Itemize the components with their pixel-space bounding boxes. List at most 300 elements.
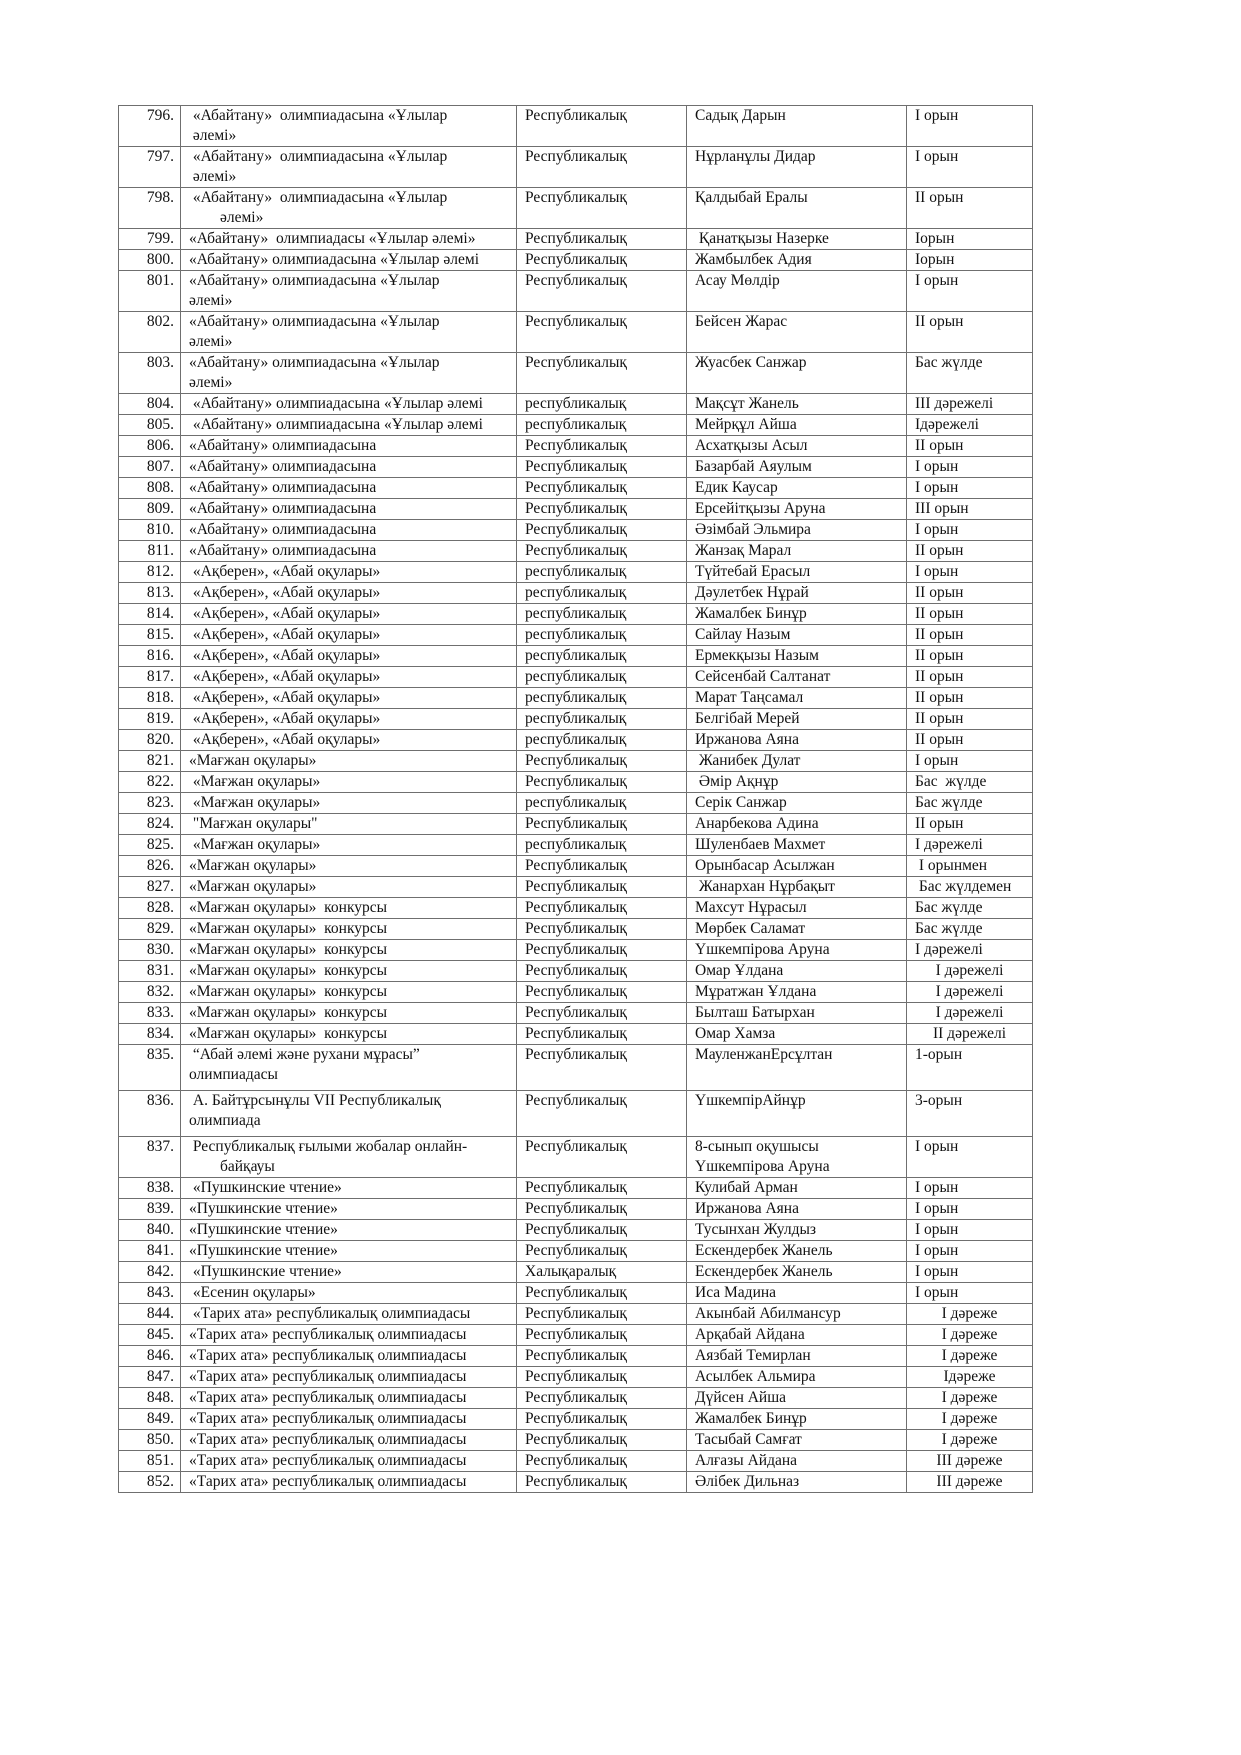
result-cell: I орын [907,271,1033,312]
result-cell: 3-орын [907,1091,1033,1137]
table-row [119,814,1033,835]
level-cell: Республикалық [517,1409,687,1430]
student-name-cell: Сайлау Назым [687,625,907,646]
level-cell: Республикалық [517,457,687,478]
student-name-cell: Жанзақ Марал [687,541,907,562]
student-name-cell: Бейсен Жарас [687,312,907,353]
row-number: 840. [119,1220,181,1241]
student-name-cell: Жанархан Нұрбақыт [687,877,907,898]
level-cell: Республикалық [517,1346,687,1367]
level-cell: Республикалық [517,1137,687,1178]
student-name-cell: Жамбылбек Адия [687,250,907,271]
competition-cell: «Пушкинские чтение» [181,1262,517,1283]
competition-cell: «Мағжан оқулары» конкурсы [181,940,517,961]
row-number: 815. [119,625,181,646]
competition-cell: «Тарих ата» республикалық олимпиадасы [181,1472,517,1493]
level-cell: Республикалық [517,898,687,919]
student-name-cell: Акынбай Абилмансур [687,1304,907,1325]
result-cell: I дәрежелі [907,835,1033,856]
competition-cell: «Ақберен», «Абай оқулары» [181,625,517,646]
competition-cell: «Мағжан оқулары» конкурсы [181,1024,517,1045]
result-cell: I дәреже [907,1304,1033,1325]
student-name-cell: Тасыбай Самғат [687,1430,907,1451]
result-cell: Бас жүлде [907,919,1033,940]
table-row [119,772,1033,793]
competition-cell: «Тарих ата» республикалық олимпиадасы [181,1388,517,1409]
row-number: 830. [119,940,181,961]
result-cell: II орын [907,730,1033,751]
level-cell: Республикалық [517,877,687,898]
student-name-cell: Алғазы Айдана [687,1451,907,1472]
student-name-cell: Орынбасар Асылжан [687,856,907,877]
competition-cell: «Абайтану» олимпиадасы «Ұлылар әлемі» [181,229,517,250]
table-row [119,604,1033,625]
level-cell: Республикалық [517,961,687,982]
student-name-cell: Омар Хамза [687,1024,907,1045]
result-cell: I дәрежелі [907,961,1033,982]
result-cell: I дәрежелі [907,982,1033,1003]
table-row [119,961,1033,982]
row-number: 796. [119,106,181,147]
table-row [119,436,1033,457]
level-cell: республикалық [517,667,687,688]
competition-cell: «Мағжан оқулары» [181,751,517,772]
table-row [119,499,1033,520]
row-number: 841. [119,1241,181,1262]
student-name-cell: Кулибай Арман [687,1178,907,1199]
level-cell: Республикалық [517,1024,687,1045]
student-name-cell: Арқабай Айдана [687,1325,907,1346]
table-row [119,415,1033,436]
result-cell: Iорын [907,250,1033,271]
student-name-cell: Үшкемпірова Аруна [687,940,907,961]
competition-cell: «Ақберен», «Абай оқулары» [181,646,517,667]
row-number: 808. [119,478,181,499]
table-row [119,106,1033,147]
row-number: 832. [119,982,181,1003]
row-number: 846. [119,1346,181,1367]
table-row [119,940,1033,961]
row-number: 838. [119,1178,181,1199]
result-cell: I орын [907,751,1033,772]
table-row [119,457,1033,478]
level-cell: Республикалық [517,229,687,250]
student-name-cell: Тусынхан Жулдыз [687,1220,907,1241]
level-cell: Республикалық [517,520,687,541]
level-cell: Республикалық [517,856,687,877]
row-number: 852. [119,1472,181,1493]
result-cell: I орын [907,1178,1033,1199]
student-name-cell: Анарбекова Адина [687,814,907,835]
level-cell: Республикалық [517,919,687,940]
level-cell: Республикалық [517,940,687,961]
row-number: 844. [119,1304,181,1325]
level-cell: Республикалық [517,250,687,271]
table-row [119,147,1033,188]
student-name-cell: Жуасбек Санжар [687,353,907,394]
result-cell: Бас жүлде [907,772,1033,793]
competition-cell: «Мағжан оқулары» [181,877,517,898]
student-name-cell: Дүйсен Айша [687,1388,907,1409]
result-cell: 1-орын [907,1045,1033,1091]
table-row [119,730,1033,751]
result-cell: II орын [907,709,1033,730]
student-name-cell: Базарбай Аяулым [687,457,907,478]
row-number: 839. [119,1199,181,1220]
table-row [119,625,1033,646]
table-row [119,1325,1033,1346]
student-name-cell: Иржанова Аяна [687,730,907,751]
table-row [119,1304,1033,1325]
competition-cell: «Пушкинские чтение» [181,1199,517,1220]
result-cell: I дәреже [907,1388,1033,1409]
row-number: 849. [119,1409,181,1430]
row-number: 826. [119,856,181,877]
result-cell: Бас жүлдемен [907,877,1033,898]
competition-cell: «Тарих ата» республикалық олимпиадасы [181,1304,517,1325]
row-number: 847. [119,1367,181,1388]
level-cell: Республикалық [517,106,687,147]
level-cell: Республикалық [517,1091,687,1137]
table-row [119,1199,1033,1220]
row-number: 825. [119,835,181,856]
competition-cell: «Мағжан оқулары» [181,856,517,877]
result-cell: I орын [907,478,1033,499]
competition-cell: «Абайтану» олимпиадасына «Ұлылар әлемі [181,250,517,271]
table-row [119,646,1033,667]
student-name-cell: Дәулетбек Нұрай [687,583,907,604]
competition-cell: «Мағжан оқулары» конкурсы [181,961,517,982]
row-number: 819. [119,709,181,730]
row-number: 827. [119,877,181,898]
level-cell: Республикалық [517,1325,687,1346]
competition-cell: «Тарих ата» республикалық олимпиадасы [181,1367,517,1388]
competition-cell: «Абайтану» олимпиадасына [181,457,517,478]
row-number: 845. [119,1325,181,1346]
level-cell: республикалық [517,646,687,667]
student-name-cell: Мөрбек Саламат [687,919,907,940]
level-cell: Республикалық [517,1451,687,1472]
row-number: 804. [119,394,181,415]
row-number: 823. [119,793,181,814]
level-cell: Республикалық [517,147,687,188]
awards-table-body [119,106,1033,1493]
level-cell: республикалық [517,793,687,814]
student-name-cell: Асау Мөлдір [687,271,907,312]
level-cell: Республикалық [517,271,687,312]
result-cell: III дәреже [907,1472,1033,1493]
level-cell: республикалық [517,604,687,625]
level-cell: Республикалық [517,436,687,457]
row-number: 831. [119,961,181,982]
row-number: 799. [119,229,181,250]
competition-cell: «Мағжан оқулары» конкурсы [181,1003,517,1024]
result-cell: II дәрежелі [907,1024,1033,1045]
row-number: 807. [119,457,181,478]
student-name-cell: Асхатқызы Асыл [687,436,907,457]
level-cell: Республикалық [517,982,687,1003]
competition-cell: «Мағжан оқулары» [181,793,517,814]
level-cell: Республикалық [517,1045,687,1091]
result-cell: Iорын [907,229,1033,250]
table-row [119,688,1033,709]
row-number: 824. [119,814,181,835]
row-number: 836. [119,1091,181,1137]
student-name-cell: Жанибек Дулат [687,751,907,772]
table-row [119,898,1033,919]
student-name-cell: Әзімбай Эльмира [687,520,907,541]
table-row [119,667,1033,688]
student-name-cell: Омар Ұлдана [687,961,907,982]
level-cell: Республикалық [517,814,687,835]
level-cell: республикалық [517,562,687,583]
level-cell: республикалық [517,625,687,646]
row-number: 802. [119,312,181,353]
competition-cell: «Ақберен», «Абай оқулары» [181,709,517,730]
table-row [119,751,1033,772]
result-cell: I дәреже [907,1346,1033,1367]
student-name-cell: Ерсейітқызы Аруна [687,499,907,520]
row-number: 834. [119,1024,181,1045]
table-row [119,982,1033,1003]
level-cell: Республикалық [517,1241,687,1262]
result-cell: II орын [907,583,1033,604]
competition-cell: «Абайтану» олимпиадасына «Ұлылар әлемі» [181,353,517,394]
row-number: 829. [119,919,181,940]
result-cell: I орын [907,147,1033,188]
level-cell: Республикалық [517,499,687,520]
level-cell: Республикалық [517,541,687,562]
competition-cell: «Абайтану» олимпиадасына [181,541,517,562]
competition-cell: «Мағжан оқулары» [181,835,517,856]
competition-cell: «Абайтану» олимпиадасына «Ұлылар әлемі» [181,147,517,188]
result-cell: III дәрежелі [907,394,1033,415]
result-cell: I орын [907,520,1033,541]
student-name-cell: Иса Мадина [687,1283,907,1304]
table-row [119,229,1033,250]
table-row [119,1045,1033,1091]
row-number: 798. [119,188,181,229]
row-number: 805. [119,415,181,436]
level-cell: Республикалық [517,312,687,353]
student-name-cell: Махсут Нұрасыл [687,898,907,919]
student-name-cell: ҮшкемпірАйнұр [687,1091,907,1137]
result-cell: I дәреже [907,1430,1033,1451]
level-cell: Республикалық [517,1430,687,1451]
level-cell: республикалық [517,394,687,415]
row-number: 812. [119,562,181,583]
table-row [119,1137,1033,1178]
row-number: 820. [119,730,181,751]
row-number: 813. [119,583,181,604]
row-number: 801. [119,271,181,312]
level-cell: республикалық [517,583,687,604]
student-name-cell: Шуленбаев Махмет [687,835,907,856]
result-cell: I орын [907,457,1033,478]
competition-cell: “Абай әлемі және рухани мұрасы” олимпиадасы [181,1045,517,1091]
result-cell: III дәреже [907,1451,1033,1472]
student-name-cell: Садық Дарын [687,106,907,147]
table-row [119,250,1033,271]
level-cell: Республикалық [517,751,687,772]
competition-cell: «Ақберен», «Абай оқулары» [181,562,517,583]
competition-cell: Республикалық ғылыми жобалар онлайн- байқауы [181,1137,517,1178]
result-cell: I орын [907,106,1033,147]
level-cell: республикалық [517,688,687,709]
student-name-cell: Аязбай Темирлан [687,1346,907,1367]
result-cell: I орын [907,1137,1033,1178]
row-number: 810. [119,520,181,541]
result-cell: Бас жүлде [907,793,1033,814]
competition-cell: «Пушкинские чтение» [181,1241,517,1262]
row-number: 806. [119,436,181,457]
competition-cell: «Абайтану» олимпиадасына [181,520,517,541]
competition-cell: А. Байтұрсынұлы VII Республикалық олимпиада [181,1091,517,1137]
level-cell: Республикалық [517,478,687,499]
table-row [119,1451,1033,1472]
competition-cell: «Абайтану» олимпиадасына «Ұлылар әлемі» [181,188,517,229]
level-cell: Республикалық [517,1199,687,1220]
awards-table [118,105,1033,1493]
row-number: 811. [119,541,181,562]
table-row [119,583,1033,604]
table-row [119,353,1033,394]
table-row [119,520,1033,541]
result-cell: I орын [907,1199,1033,1220]
table-row [119,312,1033,353]
student-name-cell: Мақсұт Жанель [687,394,907,415]
table-row [119,1346,1033,1367]
row-number: 816. [119,646,181,667]
table-row [119,1367,1033,1388]
student-name-cell: Серік Санжар [687,793,907,814]
competition-cell: «Мағжан оқулары» конкурсы [181,919,517,940]
result-cell: Бас жүлде [907,898,1033,919]
row-number: 837. [119,1137,181,1178]
student-name-cell: Ескендербек Жанель [687,1241,907,1262]
student-name-cell: Едик Каусар [687,478,907,499]
table-row [119,1024,1033,1045]
student-name-cell: Иржанова Аяна [687,1199,907,1220]
student-name-cell: Әлібек Дильназ [687,1472,907,1493]
student-name-cell: Сейсенбай Салтанат [687,667,907,688]
row-number: 800. [119,250,181,271]
row-number: 848. [119,1388,181,1409]
table-row [119,793,1033,814]
table-row [119,478,1033,499]
row-number: 803. [119,353,181,394]
level-cell: республикалық [517,415,687,436]
row-number: 833. [119,1003,181,1024]
result-cell: I орынмен [907,856,1033,877]
student-name-cell: Қалдыбай Ералы [687,188,907,229]
competition-cell: «Абайтану» олимпиадасына «Ұлылар әлемі» [181,312,517,353]
student-name-cell: 8-сынып оқушысы Үшкемпірова Аруна [687,1137,907,1178]
table-row [119,709,1033,730]
result-cell: II орын [907,541,1033,562]
competition-cell: «Абайтану» олимпиадасына [181,499,517,520]
result-cell: I дәрежелі [907,940,1033,961]
competition-cell: «Есенин оқулары» [181,1283,517,1304]
student-name-cell: Марат Таңсамал [687,688,907,709]
competition-cell: «Абайтану» олимпиадасына [181,478,517,499]
result-cell: Бас жүлде [907,353,1033,394]
level-cell: республикалық [517,709,687,730]
level-cell: Республикалық [517,1178,687,1199]
table-row [119,1262,1033,1283]
table-row [119,835,1033,856]
row-number: 850. [119,1430,181,1451]
table-row [119,1472,1033,1493]
table-row [119,1283,1033,1304]
student-name-cell: МауленжанЕрсұлтан [687,1045,907,1091]
result-cell: II орын [907,604,1033,625]
level-cell: Республикалық [517,1304,687,1325]
level-cell: Республикалық [517,1003,687,1024]
level-cell: Республикалық [517,1220,687,1241]
student-name-cell: Жамалбек Бинұр [687,604,907,625]
competition-cell: «Ақберен», «Абай оқулары» [181,667,517,688]
result-cell: I дәреже [907,1325,1033,1346]
result-cell: III орын [907,499,1033,520]
level-cell: республикалық [517,835,687,856]
competition-cell: «Мағжан оқулары» конкурсы [181,982,517,1003]
competition-cell: «Пушкинские чтение» [181,1178,517,1199]
table-row [119,394,1033,415]
student-name-cell: Мұратжан Ұлдана [687,982,907,1003]
competition-cell: «Абайтану» олимпиадасына «Ұлылар әлемі [181,415,517,436]
competition-cell: «Ақберен», «Абай оқулары» [181,583,517,604]
competition-cell: «Мағжан оқулары» конкурсы [181,898,517,919]
result-cell: Iдәрежелі [907,415,1033,436]
row-number: 797. [119,147,181,188]
result-cell: II орын [907,625,1033,646]
competition-cell: «Тарих ата» республикалық олимпиадасы [181,1409,517,1430]
row-number: 818. [119,688,181,709]
result-cell: II орын [907,646,1033,667]
row-number: 822. [119,772,181,793]
table-row [119,877,1033,898]
table-row [119,856,1033,877]
table-row [119,1241,1033,1262]
table-row [119,1091,1033,1137]
student-name-cell: Мейрқұл Айша [687,415,907,436]
student-name-cell: Қанатқызы Назерке [687,229,907,250]
row-number: 842. [119,1262,181,1283]
result-cell: I орын [907,1220,1033,1241]
result-cell: II орын [907,667,1033,688]
result-cell: Iдәреже [907,1367,1033,1388]
student-name-cell: Нұрланұлы Дидар [687,147,907,188]
result-cell: I орын [907,1283,1033,1304]
competition-cell: «Мағжан оқулары» [181,772,517,793]
row-number: 814. [119,604,181,625]
row-number: 843. [119,1283,181,1304]
competition-cell: «Абайтану» олимпиадасына «Ұлылар әлемі» [181,271,517,312]
level-cell: Республикалық [517,1283,687,1304]
competition-cell: «Абайтану» олимпиадасына «Ұлылар әлемі [181,394,517,415]
table-row [119,1430,1033,1451]
result-cell: II орын [907,312,1033,353]
table-row [119,1388,1033,1409]
table-row [119,188,1033,229]
student-name-cell: Асылбек Альмира [687,1367,907,1388]
row-number: 817. [119,667,181,688]
table-row [119,541,1033,562]
row-number: 835. [119,1045,181,1091]
competition-cell: «Абайтану» олимпиадасына «Ұлылар әлемі» [181,106,517,147]
level-cell: Республикалық [517,188,687,229]
